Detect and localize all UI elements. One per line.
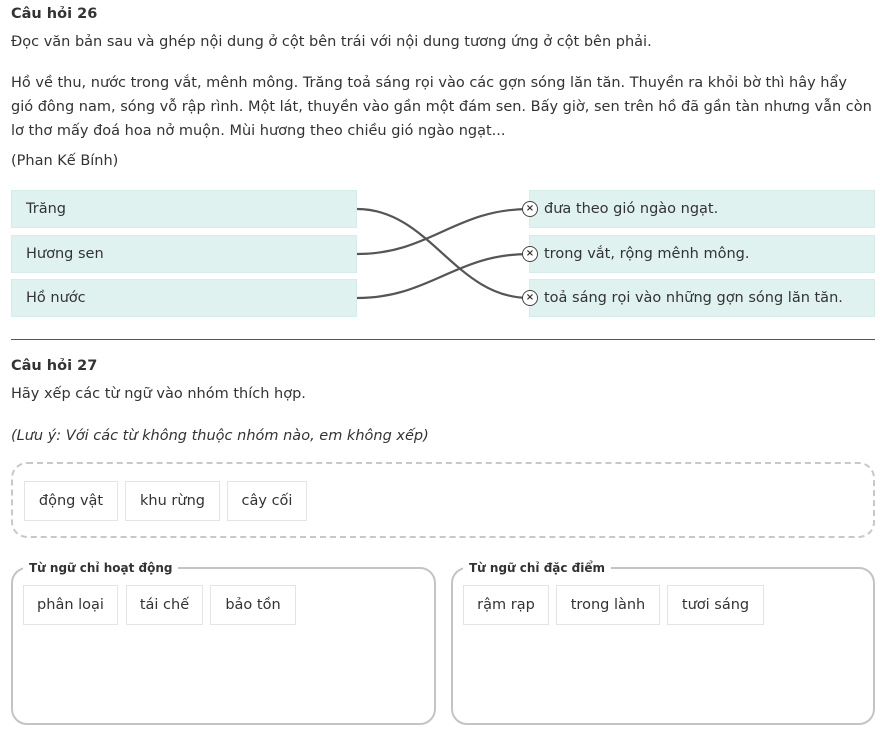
left-item-huong-sen[interactable] — [11, 235, 357, 273]
word-chip-khu-rung[interactable]: khu rừng — [125, 481, 220, 521]
word-chip-bao-ton[interactable]: bảo tồn — [210, 585, 296, 625]
question-27-note: (Lưu ý: Với các từ không thuộc nhóm nào, em không xếp) — [11, 428, 429, 444]
question-27-title: Câu hỏi 27 — [11, 358, 98, 374]
word-chip-tuoi-sang[interactable]: tươi sáng — [667, 585, 764, 625]
right-item-label: toả sáng rọi vào những gợn sóng lăn tăn. — [544, 290, 843, 306]
right-item-2[interactable] — [525, 235, 875, 273]
right-item-label: đưa theo gió ngào ngạt. — [544, 201, 719, 217]
word-chip-dong-vat[interactable]: động vật — [24, 481, 118, 521]
question-divider — [11, 339, 875, 340]
question-26-title: Câu hỏi 26 — [11, 6, 98, 22]
question-27-instruction: Hãy xếp các từ ngữ vào nhóm thích hợp. — [11, 386, 306, 402]
connection-line — [357, 254, 529, 298]
word-chip-phan-loai[interactable]: phân loại — [23, 585, 118, 625]
word-chip-ram-rap[interactable]: rậm rạp — [463, 585, 549, 625]
passage-source: (Phan Kế Bính) — [11, 153, 119, 169]
connection-line — [357, 209, 529, 254]
left-item-trang[interactable] — [11, 190, 357, 228]
left-item-label: Trăng — [26, 201, 66, 217]
question-26-passage: Hồ về thu, nước trong vắt, mênh mông. Trăng toả sáng rọi vào các gợn sóng lăn tăn. Thuyền ra khỏi bờ thì hây hẩy gió đông nam, sóng vỗ rập rình. Một lát, thuyền vào gần một đám sen. Bấy giờ, sen trên hồ đã gần tàn nhưng vẫn còn lơ thơ mấy đoá hoa nở muộn. Mùi hương theo chiều gió ngào ngạt... — [11, 75, 872, 139]
left-item-label: Hương sen — [26, 246, 104, 262]
right-item-label: trong vắt, rộng mênh mông. — [544, 246, 750, 262]
group-hoat-dong[interactable] — [11, 561, 436, 725]
connection-line — [357, 209, 529, 298]
group-dac-diem[interactable] — [451, 561, 875, 725]
word-bank[interactable] — [11, 462, 875, 538]
remove-connection-icon[interactable]: × — [522, 246, 538, 262]
word-chip-cay-coi[interactable]: cây cối — [227, 481, 307, 521]
word-chip-tai-che[interactable]: tái chế — [126, 585, 203, 625]
right-item-1[interactable] — [525, 190, 875, 228]
remove-connection-icon[interactable]: × — [522, 290, 538, 306]
right-item-3[interactable] — [525, 279, 875, 317]
group-label: Từ ngữ chỉ hoạt động — [23, 557, 178, 579]
left-item-ho-nuoc[interactable] — [11, 279, 357, 317]
word-chip-trong-lanh[interactable]: trong lành — [556, 585, 660, 625]
remove-connection-icon[interactable]: × — [522, 201, 538, 217]
left-item-label: Hồ nước — [26, 290, 86, 306]
group-label: Từ ngữ chỉ đặc điểm — [463, 557, 611, 579]
question-26-instruction: Đọc văn bản sau và ghép nội dung ở cột bên trái với nội dung tương ứng ở cột bên phải. — [11, 34, 652, 50]
